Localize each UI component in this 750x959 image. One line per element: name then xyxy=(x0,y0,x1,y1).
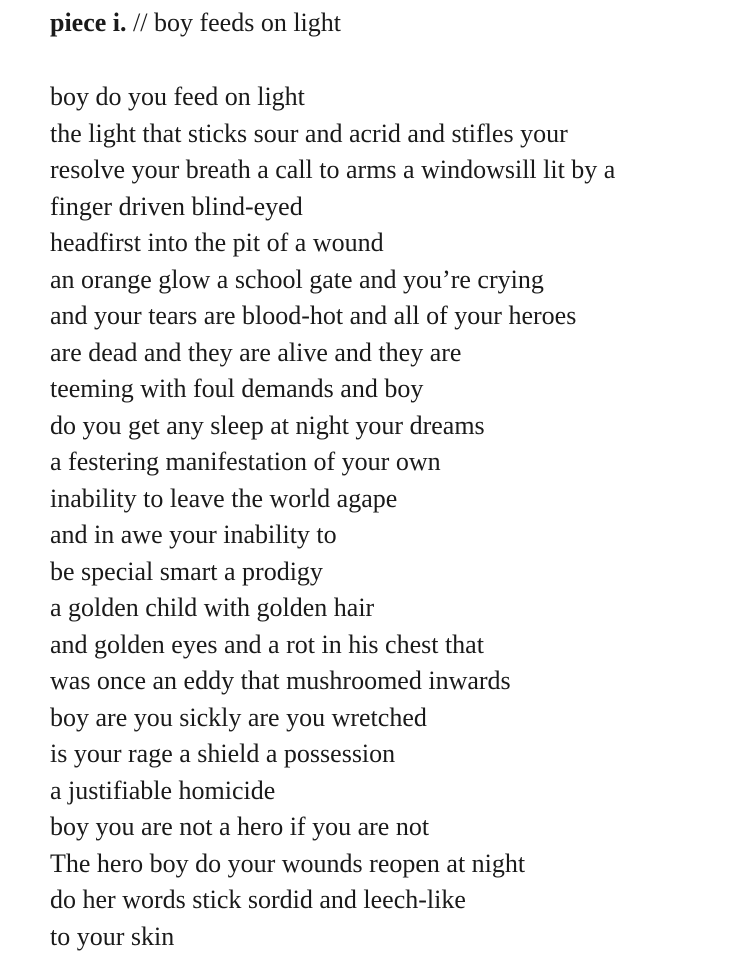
piece-label: piece i. xyxy=(50,8,127,37)
poem-line: inability to leave the world agape xyxy=(50,483,398,513)
poem-line: do her words stick sordid and leech-like xyxy=(50,885,466,914)
poem-line: do you get any sleep at night your dreams xyxy=(50,410,485,440)
poem-line: teeming with foul demands and boy xyxy=(50,374,424,403)
poem-line: and in awe your inability to xyxy=(50,520,337,549)
poem-line: The hero boy do your wounds reopen at night xyxy=(50,848,526,878)
poem-heading xyxy=(50,0,740,66)
poem-line: was once an eddy that mushroomed inwards xyxy=(50,666,511,695)
poem-line: and golden eyes and a rot in his chest that xyxy=(50,629,484,659)
poem-line: is your rage a shield a possession xyxy=(50,739,396,768)
poem-body xyxy=(50,66,740,955)
poem-line: resolve your breath a call to arms a windowsill lit by a xyxy=(50,155,616,184)
poem-title: // boy feeds on light xyxy=(133,8,342,37)
poem-line: a golden child with golden hair xyxy=(50,593,375,622)
poem-line: be special smart a prodigy xyxy=(50,556,323,586)
poem-line: a justifiable homicide xyxy=(50,775,276,805)
poem-line: boy you are not a hero if you are not xyxy=(50,812,430,841)
poem-line: are dead and they are alive and they are xyxy=(50,337,462,367)
poem-line: headfirst into the pit of a wound xyxy=(50,228,384,257)
poem-line: boy do you feed on light xyxy=(50,82,305,111)
poem-line: the light that sticks sour and acrid and stifles your xyxy=(50,118,568,148)
poem-line: a festering manifestation of your own xyxy=(50,447,441,476)
poem-line: to your skin xyxy=(50,921,175,951)
poem-line: finger driven blind-eyed xyxy=(50,191,303,221)
poem-line: boy are you sickly are you wretched xyxy=(50,702,427,732)
poem-page xyxy=(50,0,740,955)
poem-line: and your tears are blood-hot and all of your heroes xyxy=(50,301,577,330)
poem-line: an orange glow a school gate and you’re crying xyxy=(50,264,544,294)
